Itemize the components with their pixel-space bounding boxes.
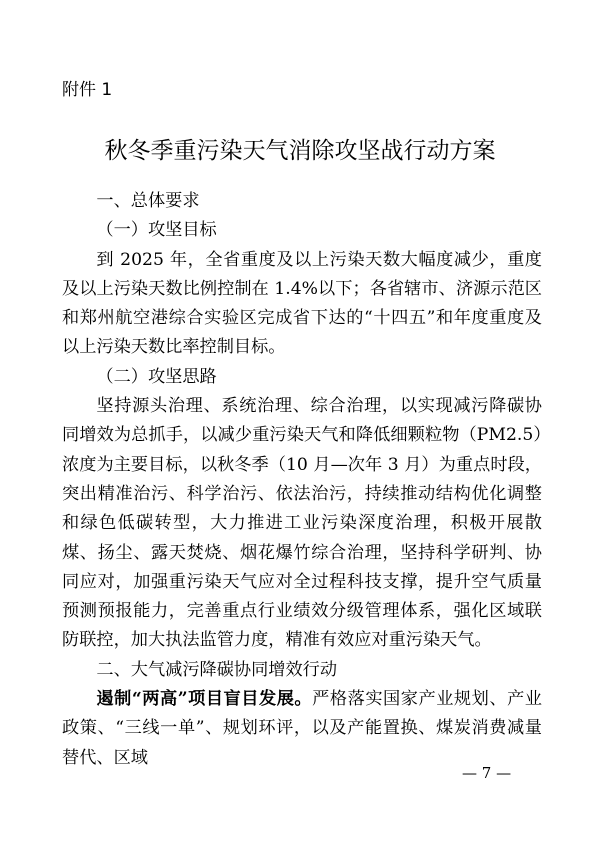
subsection-heading-goals: （一）攻坚目标 [96, 220, 217, 241]
document-body [62, 187, 542, 773]
paragraph-goals: 到 2025 年，全省重度及以上污染天数大幅度减少，重度及以上污染天数比例控制在 1.4%以下；各省辖市、济源示范区和郑州航空港综合实验区完成省下达的“十四五”和年度重度及以上污染天数比率控制目标。 [62, 249, 542, 358]
subsection-heading-approach: （二）攻坚思路 [96, 366, 217, 387]
page-number: — 7 — [462, 764, 512, 782]
paragraph-continuation: 严格落实国家产业规划、产业政策、“三线一单”、规划环评，以及产能置换、煤炭消费减量替代、区域 [62, 689, 542, 768]
paragraph-curb-projects [62, 685, 542, 773]
paragraph-approach: 坚持源头治理、系统治理、综合治理，以实现减污降碳协同增效为总抓手，以减少重污染天气和降低细颗粒物（PM2.5）浓度为主要目标，以秋冬季（10 月—次年 3 月）为重点时段，突出精准治污、科学治污、依法治污，持续推动结构优化调整和绿色低碳转型，大力推进工业污染深度治理，积极开展散煤、扬尘、露天焚烧、烟花爆竹综合治理，坚持科学研判、协同应对，加强重污染天气应对全过程科技支撑，提升空气质量预测预报能力，完善重点行业绩效分级管理体系，强化区域联防联控，加大执法监管力度，精准有效应对重污染天气。 [62, 396, 542, 651]
section-heading-synergy-action: 二、大气减污降碳协同增效行动 [96, 659, 338, 680]
paragraph-lead: 遏制“两高”项目盲目发展。 [96, 689, 313, 710]
section-heading-general-requirements: 一、总体要求 [96, 191, 200, 211]
attachment-label: 附件 1 [62, 80, 113, 100]
document-title: 秋冬季重污染天气消除攻坚战行动方案 [104, 138, 496, 164]
